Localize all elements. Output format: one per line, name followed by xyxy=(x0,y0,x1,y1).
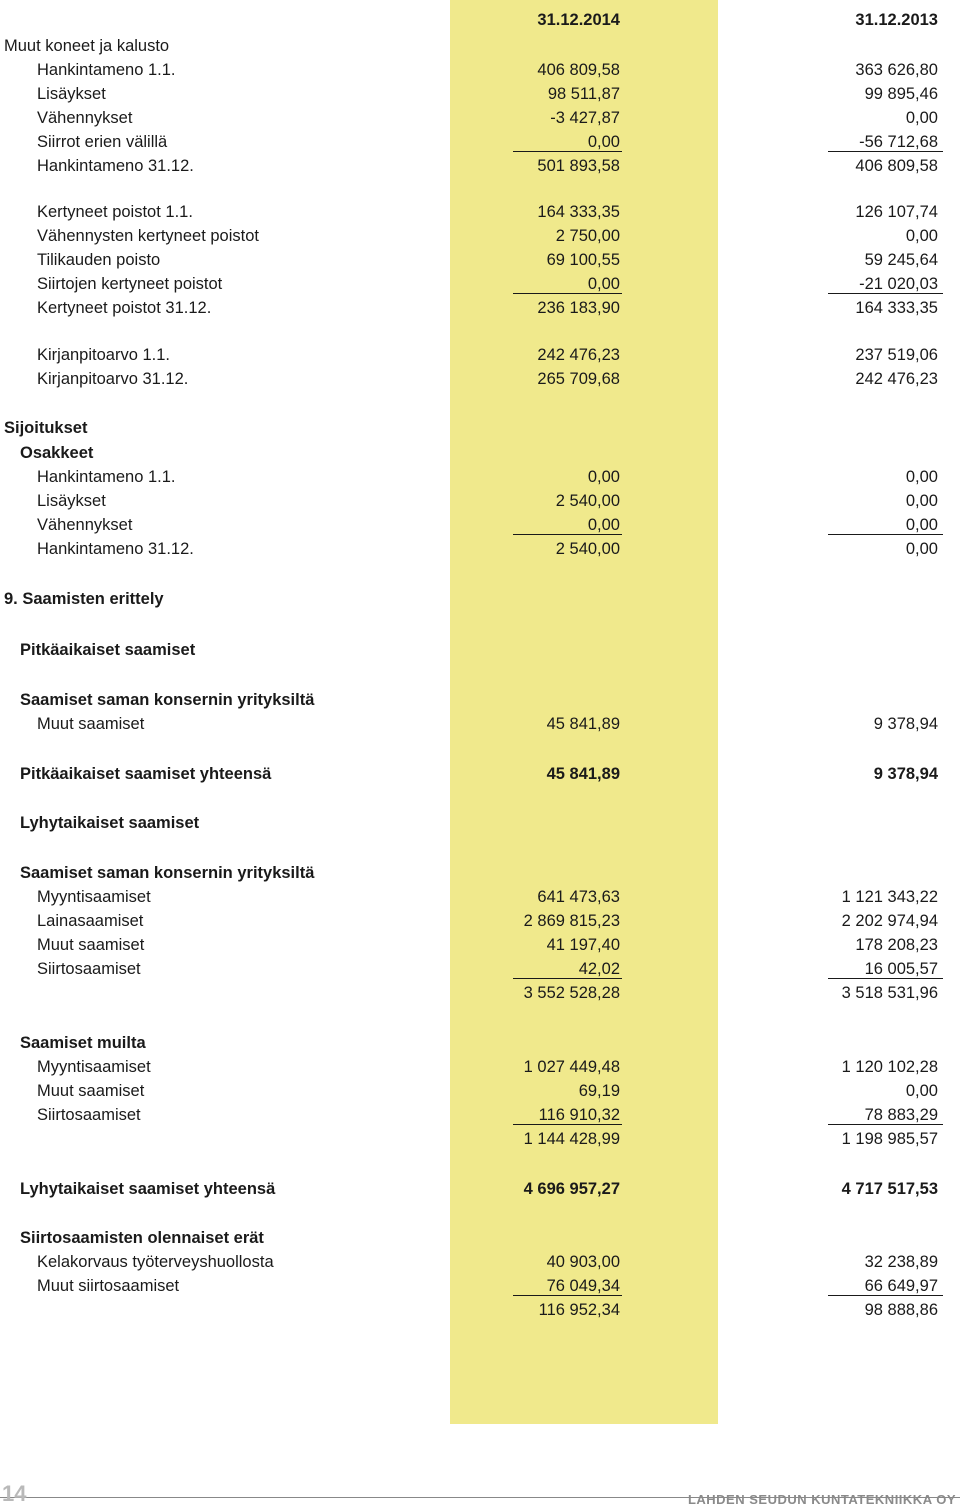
subtotal-underline xyxy=(828,151,943,152)
value-2013: 0,00 xyxy=(905,468,938,486)
value-2014: 0,00 xyxy=(587,275,620,293)
value-2014: 406 809,58 xyxy=(537,61,620,79)
table-row xyxy=(0,1031,960,1055)
row-label: Muut saamiset xyxy=(37,715,145,733)
value-2013: 1 121 343,22 xyxy=(841,888,938,906)
row-label: Kelakorvaus työterveyshuollosta xyxy=(37,1253,274,1271)
value-2014: 2 869 815,23 xyxy=(523,912,620,930)
table-row xyxy=(0,106,960,130)
footer-company-name: LAHDEN SEUDUN KUNTATEKNIIKKA OY xyxy=(687,1492,956,1507)
value-2014: 116 910,32 xyxy=(538,1106,620,1124)
subtotal-underline xyxy=(513,151,622,152)
row-label: Myyntisaamiset xyxy=(37,888,151,906)
row-label: Hankintameno 1.1. xyxy=(37,61,176,79)
table-row xyxy=(0,981,960,1005)
table-row xyxy=(0,272,960,296)
row-label: Saamiset saman konsernin yrityksiltä xyxy=(20,691,315,709)
row-label: Muut siirtosaamiset xyxy=(37,1277,180,1295)
row-label: Vähennykset xyxy=(37,109,133,127)
value-2013: 0,00 xyxy=(905,227,938,245)
row-label: Myyntisaamiset xyxy=(37,1058,151,1076)
value-2013: 0,00 xyxy=(905,540,938,558)
value-2013: -56 712,68 xyxy=(859,133,938,151)
row-label: Siirrot erien välillä xyxy=(37,133,168,151)
subtotal-underline xyxy=(513,1124,622,1125)
value-2014: 3 552 528,28 xyxy=(523,984,620,1002)
value-2013: 0,00 xyxy=(905,109,938,127)
row-label: Siirtosaamiset xyxy=(37,960,141,978)
table-row xyxy=(0,513,960,537)
column-header-row xyxy=(0,8,960,32)
row-label: Kertyneet poistot 1.1. xyxy=(37,203,193,221)
table-row xyxy=(0,1127,960,1151)
value-2013: 126 107,74 xyxy=(855,203,938,221)
row-label: Osakkeet xyxy=(20,444,94,462)
table-row xyxy=(0,1226,960,1250)
row-label: Kirjanpitoarvo 1.1. xyxy=(37,346,170,364)
value-2014: 1 144 428,99 xyxy=(523,1130,620,1148)
value-2014: 0,00 xyxy=(587,133,620,151)
table-row xyxy=(0,861,960,885)
table-row xyxy=(0,1177,960,1201)
value-2014: 4 696 957,27 xyxy=(523,1180,620,1198)
value-2013: 0,00 xyxy=(905,492,938,510)
value-2013: 0,00 xyxy=(905,516,938,534)
value-2014: 2 750,00 xyxy=(555,227,620,245)
row-label: Lyhytaikaiset saamiset xyxy=(20,814,200,832)
value-2014: 69,19 xyxy=(578,1082,620,1100)
page-number: 14 xyxy=(2,1481,27,1506)
value-2013: 237 519,06 xyxy=(855,346,938,364)
table-row xyxy=(0,688,960,712)
table-row xyxy=(0,1079,960,1103)
value-2014: 42,02 xyxy=(578,960,620,978)
row-label: Sijoitukset xyxy=(4,419,88,437)
table-row xyxy=(0,762,960,786)
value-2014: 242 476,23 xyxy=(537,346,620,364)
value-2013: 3 518 531,96 xyxy=(841,984,938,1002)
subtotal-underline xyxy=(828,1295,943,1296)
table-row xyxy=(0,154,960,178)
row-label: Muut saamiset xyxy=(37,936,145,954)
row-label: Pitkäaikaiset saamiset yhteensä xyxy=(20,765,272,783)
value-2014: -3 427,87 xyxy=(550,109,620,127)
value-2014: 1 027 449,48 xyxy=(523,1058,620,1076)
value-2013: 66 649,97 xyxy=(864,1277,938,1295)
table-row xyxy=(0,58,960,82)
table-row xyxy=(0,1250,960,1274)
row-label: 9. Saamisten erittely xyxy=(4,590,164,608)
table-row xyxy=(0,416,960,440)
table-row xyxy=(0,200,960,224)
subtotal-underline xyxy=(513,534,622,535)
value-2013: 363 626,80 xyxy=(855,61,938,79)
row-label: Lainasaamiset xyxy=(37,912,144,930)
table-row xyxy=(0,224,960,248)
value-2013: 178 208,23 xyxy=(855,936,938,954)
value-2014: 641 473,63 xyxy=(537,888,620,906)
row-label: Vähennykset xyxy=(37,516,133,534)
value-2014: 98 511,87 xyxy=(547,85,620,103)
table-row xyxy=(0,638,960,662)
table-row xyxy=(0,811,960,835)
row-label: Kertyneet poistot 31.12. xyxy=(37,299,212,317)
table-row xyxy=(0,933,960,957)
subtotal-underline xyxy=(828,978,943,979)
value-2013: 4 717 517,53 xyxy=(841,1180,938,1198)
table-row xyxy=(0,248,960,272)
value-2013: 242 476,23 xyxy=(855,370,938,388)
row-label: Hankintameno 31.12. xyxy=(37,540,194,558)
table-row xyxy=(0,296,960,320)
table-row xyxy=(0,1274,960,1298)
row-label: Pitkäaikaiset saamiset xyxy=(20,641,196,659)
table-row xyxy=(0,82,960,106)
table-row xyxy=(0,367,960,391)
value-2013: 0,00 xyxy=(905,1082,938,1100)
row-label: Lisäykset xyxy=(37,85,106,103)
table-row xyxy=(0,885,960,909)
row-label: Muut koneet ja kalusto xyxy=(4,37,170,55)
row-label: Saamiset muilta xyxy=(20,1034,146,1052)
value-2013: 78 883,29 xyxy=(864,1106,938,1124)
subtotal-underline xyxy=(513,293,622,294)
value-2014: 41 197,40 xyxy=(546,936,620,954)
value-2014: 265 709,68 xyxy=(537,370,620,388)
value-2013: -21 020,03 xyxy=(859,275,938,293)
subtotal-underline xyxy=(828,293,943,294)
row-label: Lisäykset xyxy=(37,492,106,510)
value-2013: 406 809,58 xyxy=(855,157,938,175)
table-row xyxy=(0,712,960,736)
value-2014: 45 841,89 xyxy=(546,765,620,783)
table-row xyxy=(0,465,960,489)
table-row xyxy=(0,34,960,58)
column-header-2013: 31.12.2013 xyxy=(855,11,938,29)
value-2013: 16 005,57 xyxy=(864,960,938,978)
value-2013: 9 378,94 xyxy=(873,765,938,783)
value-2013: 1 120 102,28 xyxy=(841,1058,938,1076)
value-2014: 76 049,34 xyxy=(546,1277,620,1295)
value-2013: 59 245,64 xyxy=(864,251,938,269)
value-2014: 40 903,00 xyxy=(546,1253,620,1271)
value-2013: 164 333,35 xyxy=(855,299,938,317)
row-label: Hankintameno 31.12. xyxy=(37,157,194,175)
row-label: Muut saamiset xyxy=(37,1082,145,1100)
value-2013: 9 378,94 xyxy=(873,715,938,733)
value-2014: 45 841,89 xyxy=(546,715,620,733)
table-row xyxy=(0,537,960,561)
value-2014: 0,00 xyxy=(587,516,620,534)
value-2014: 0,00 xyxy=(587,468,620,486)
subtotal-underline xyxy=(513,978,622,979)
value-2014: 501 893,58 xyxy=(537,157,620,175)
value-2013: 32 238,89 xyxy=(864,1253,938,1271)
table-row xyxy=(0,909,960,933)
table-row xyxy=(0,130,960,154)
row-label: Siirtosaamiset xyxy=(37,1106,141,1124)
table-row xyxy=(0,957,960,981)
row-label: Siirtosaamisten olennaiset erät xyxy=(20,1229,264,1247)
value-2013: 1 198 985,57 xyxy=(841,1130,938,1148)
table-row xyxy=(0,1298,960,1322)
table-row xyxy=(0,441,960,465)
value-2013: 99 895,46 xyxy=(864,85,938,103)
subtotal-underline xyxy=(513,1295,622,1296)
value-2014: 116 952,34 xyxy=(538,1301,620,1319)
row-label: Hankintameno 1.1. xyxy=(37,468,176,486)
row-label: Lyhytaikaiset saamiset yhteensä xyxy=(20,1180,276,1198)
table-row xyxy=(0,1055,960,1079)
column-header-2014: 31.12.2014 xyxy=(537,11,620,29)
row-label: Siirtojen kertyneet poistot xyxy=(37,275,223,293)
row-label: Vähennysten kertyneet poistot xyxy=(37,227,259,245)
value-2014: 69 100,55 xyxy=(546,251,620,269)
row-label: Saamiset saman konsernin yrityksiltä xyxy=(20,864,315,882)
value-2014: 2 540,00 xyxy=(555,492,620,510)
value-2014: 2 540,00 xyxy=(555,540,620,558)
value-2013: 98 888,86 xyxy=(864,1301,938,1319)
table-row xyxy=(0,343,960,367)
row-label: Kirjanpitoarvo 31.12. xyxy=(37,370,189,388)
table-row xyxy=(0,587,960,611)
row-label: Tilikauden poisto xyxy=(37,251,161,269)
table-row xyxy=(0,1103,960,1127)
value-2014: 236 183,90 xyxy=(537,299,620,317)
subtotal-underline xyxy=(828,1124,943,1125)
table-row xyxy=(0,489,960,513)
value-2014: 164 333,35 xyxy=(537,203,620,221)
value-2013: 2 202 974,94 xyxy=(841,912,938,930)
subtotal-underline xyxy=(828,534,943,535)
